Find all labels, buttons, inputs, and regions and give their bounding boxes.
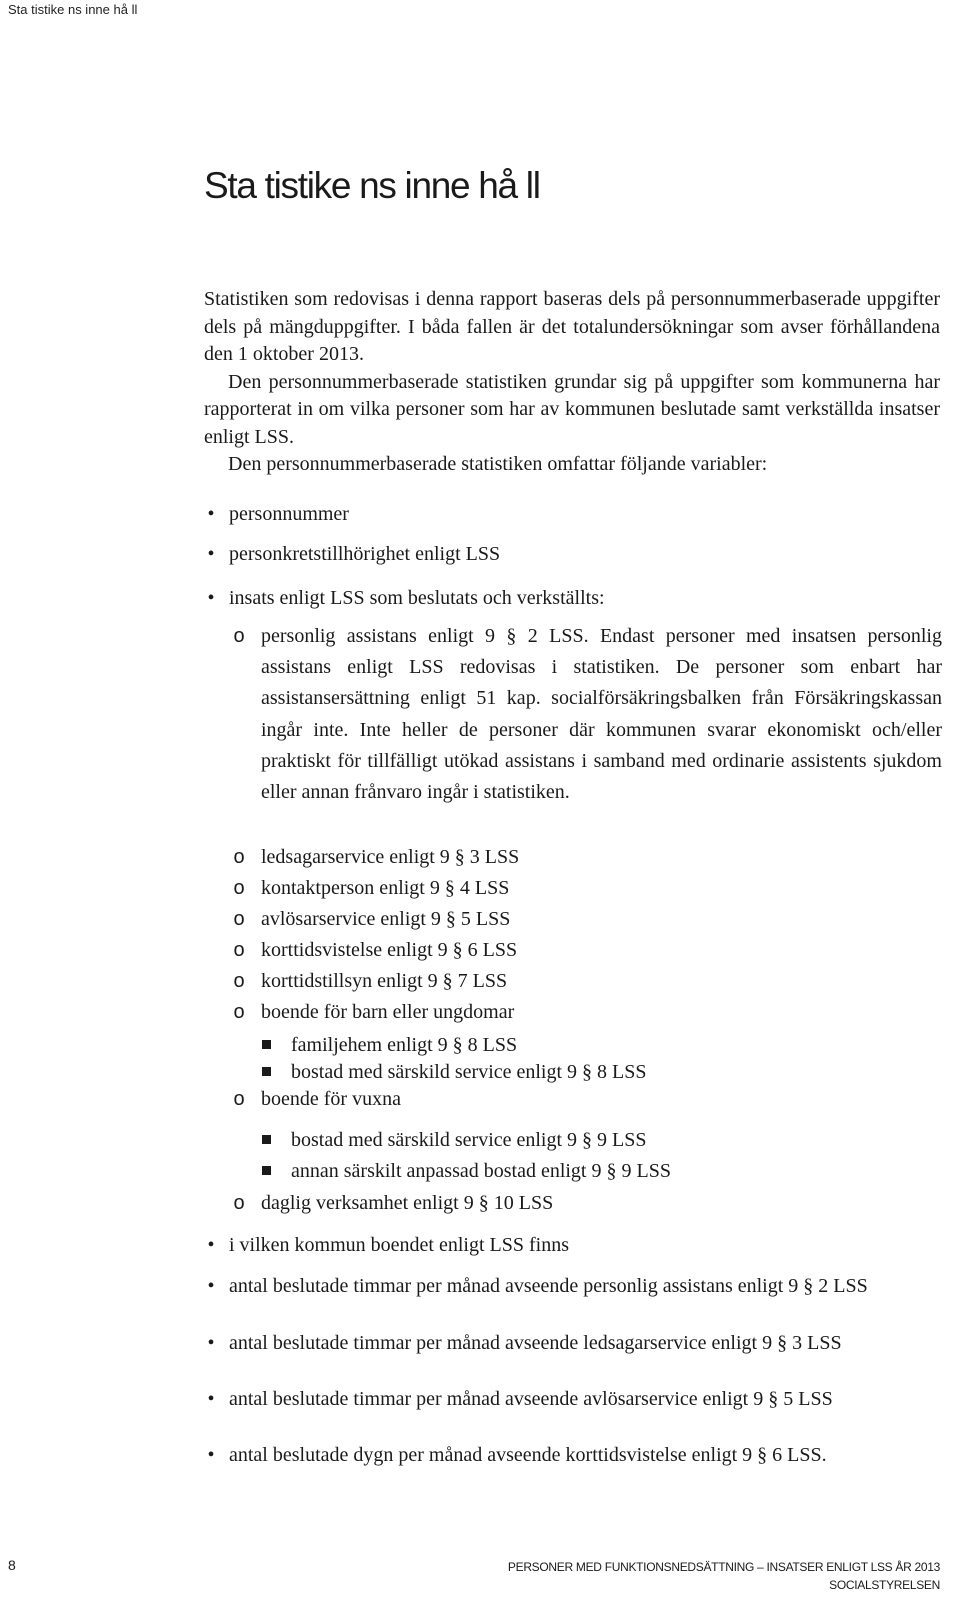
list-item: o boende för barn eller ungdomar xyxy=(231,998,942,1026)
list-item: • antal beslutade timmar per månad avseende avlösarservice enligt 9 § 5 LSS xyxy=(204,1385,884,1413)
circle-bullet-icon: o xyxy=(233,908,245,930)
list-item: o daglig verksamhet enligt 9 § 10 LSS xyxy=(231,1189,942,1217)
bullet-icon: • xyxy=(207,1332,215,1354)
list-item: bostad med särskild service enligt 9 § 8 LSS xyxy=(262,1058,942,1086)
intro-paragraph-3: Den personnummerbaserade statistiken omfattar följande variabler: xyxy=(228,453,768,475)
circle-bullet-icon: o xyxy=(233,970,245,992)
intro-paragraph-2: Den personnummerbaserade statistiken grundar sig på uppgifter som kommunerna har rapporterat in om vilka personer som har av kommunen beslutade samt verkställda insatser enligt LSS. xyxy=(204,370,940,448)
circle-bullet-icon: o xyxy=(233,939,245,961)
list-item: o personlig assistans enligt 9 § 2 LSS. Endast personer med insatsen personlig assistans enligt LSS redovisas i statistiken. De personer som enbart har assistansersättning enligt 51 kap. socialförsäkringsbalken från Försäkringskassan ingår inte. Inte heller de personer där kommunen svarar ekonomiskt och/eller praktiskt för tillfälligt utökad assistans i samband med ordinarie assistents sjukdom eller annan frånvaro ingår i statistiken. xyxy=(231,621,942,808)
list-item: o korttidstillsyn enligt 9 § 7 LSS xyxy=(231,967,942,995)
circle-bullet-icon: o xyxy=(233,1192,245,1214)
list-item: o kontaktperson enligt 9 § 4 LSS xyxy=(231,874,942,902)
list-item: • i vilken kommun boendet enligt LSS finns xyxy=(204,1231,942,1259)
square-bullet-icon xyxy=(262,1166,271,1175)
bullet-icon: • xyxy=(207,1234,215,1256)
footer-publisher: SOCIALSTYRELSEN xyxy=(829,1578,940,1592)
list-item: o avlösarservice enligt 9 § 5 LSS xyxy=(231,905,942,933)
list-item: o korttidsvistelse enligt 9 § 6 LSS xyxy=(231,936,942,964)
intro-paragraph-1: Statistiken som redovisas i denna rapport baseras dels på personnummerbaserade uppgifter dels på mängduppgifter. I båda fallen är det totalundersökningar som avser förhållandena den 1 oktober 2013. xyxy=(204,288,940,365)
list-item: • antal beslutade dygn per månad avseende korttidsvistelse enligt 9 § 6 LSS. xyxy=(204,1441,884,1469)
list-item: bostad med särskild service enligt 9 § 9 LSS xyxy=(262,1126,942,1154)
bullet-icon: • xyxy=(207,1444,215,1466)
list-item: o ledsagarservice enligt 9 § 3 LSS xyxy=(231,843,942,871)
circle-bullet-icon: o xyxy=(233,877,245,899)
square-bullet-icon xyxy=(262,1067,271,1076)
list-item: • antal beslutade timmar per månad avseende ledsagarservice enligt 9 § 3 LSS xyxy=(204,1329,884,1357)
page-title: Sta tistike ns inne hå ll xyxy=(204,165,540,206)
list-item: • personnummer xyxy=(204,500,942,528)
circle-bullet-icon: o xyxy=(233,1001,245,1023)
circle-bullet-icon: o xyxy=(233,846,245,868)
list-item: familjehem enligt 9 § 8 LSS xyxy=(262,1031,942,1059)
bullet-icon: • xyxy=(207,503,215,525)
square-bullet-icon xyxy=(262,1040,271,1049)
bullet-icon: • xyxy=(207,587,215,609)
bullet-icon: • xyxy=(207,543,215,565)
intro-text xyxy=(204,286,940,479)
list-item: o boende för vuxna xyxy=(231,1085,942,1113)
page-number: 8 xyxy=(8,1557,16,1573)
list-item: annan särskilt anpassad bostad enligt 9 § 9 LSS xyxy=(262,1157,942,1185)
bullet-icon: • xyxy=(207,1388,215,1410)
list-item: • antal beslutade timmar per månad avseende personlig assistans enligt 9 § 2 LSS xyxy=(204,1272,942,1300)
circle-bullet-icon: o xyxy=(233,625,245,647)
list-item: • personkretstillhörighet enligt LSS xyxy=(204,540,942,568)
bullet-icon: • xyxy=(207,1275,215,1297)
footer-publication: PERSONER MED FUNKTIONSNEDSÄTTNING – INSATSER ENLIGT LSS ÅR 2013 xyxy=(507,1560,940,1574)
circle-bullet-icon: o xyxy=(233,1088,245,1110)
list-item: • insats enligt LSS som beslutats och verkställts: xyxy=(204,584,942,612)
running-header: Sta tistike ns inne hå ll xyxy=(8,2,138,17)
square-bullet-icon xyxy=(262,1135,271,1144)
